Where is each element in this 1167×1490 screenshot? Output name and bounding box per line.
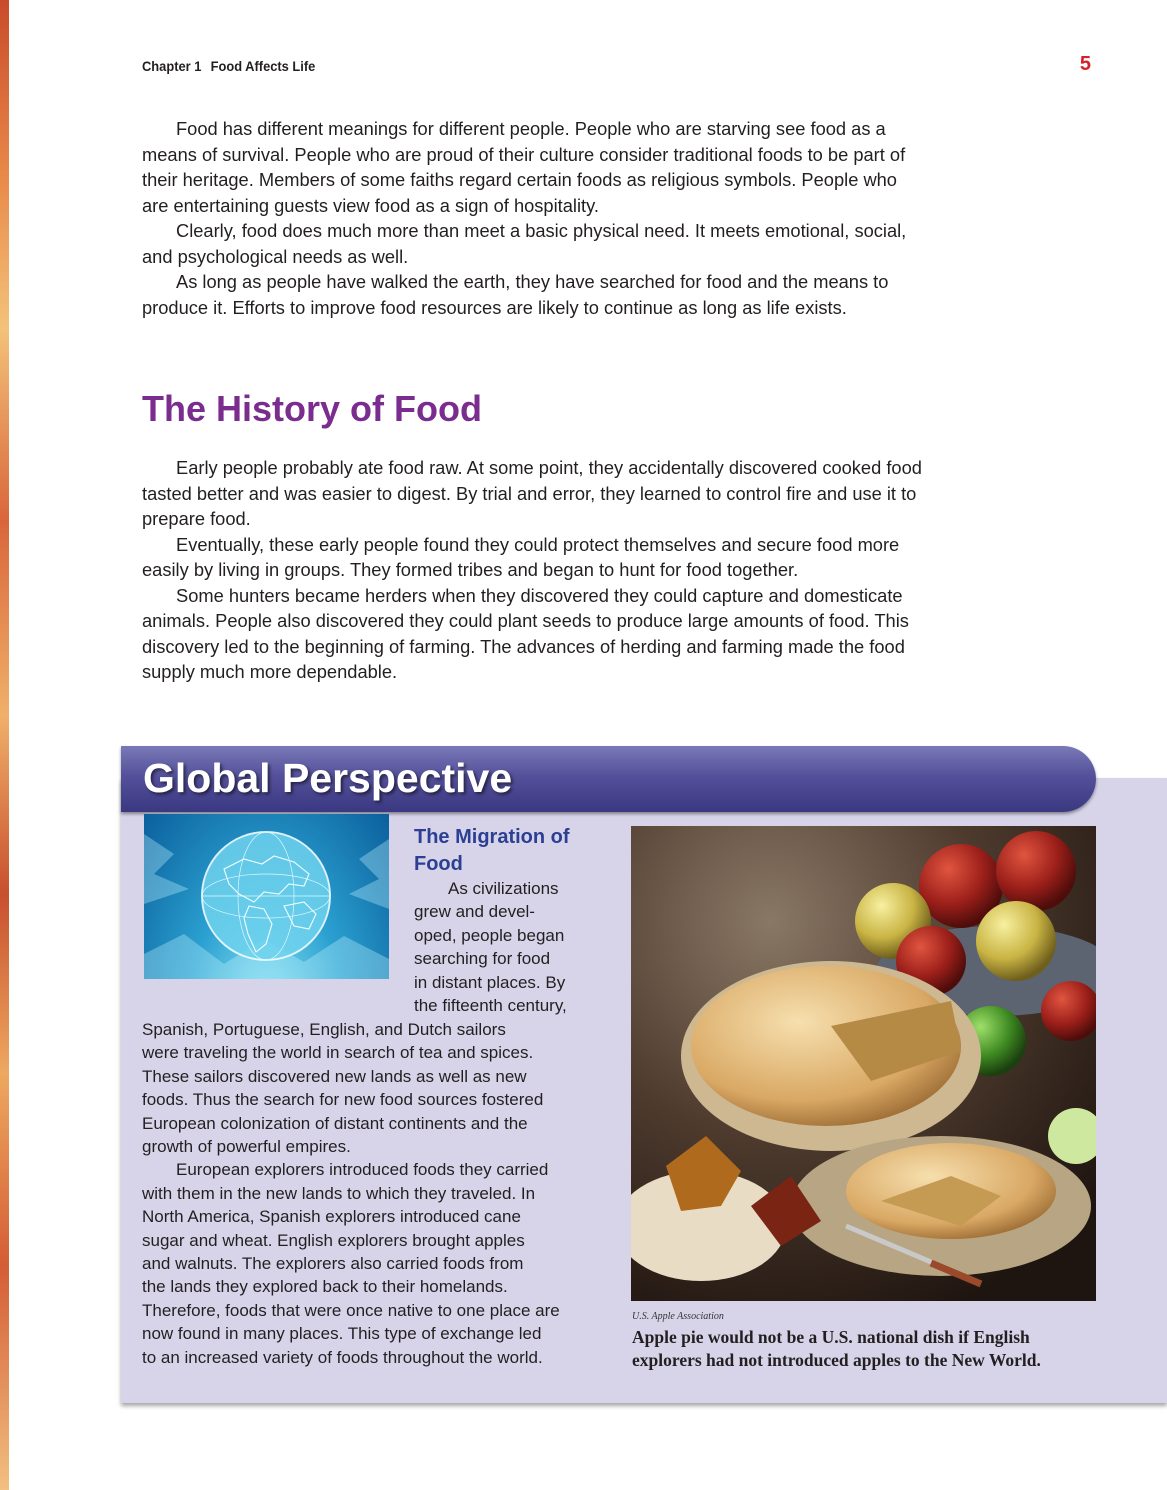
globe-image: [144, 814, 389, 979]
text-line: Spanish, Portuguese, English, and Dutch sailors: [142, 1020, 506, 1039]
text-line: sugar and wheat. English explorers brought apples: [142, 1230, 525, 1250]
photo-caption: Apple pie would not be a U.S. national dish if English explorers had not introduced apples to the New World.: [632, 1327, 1041, 1370]
text-line: North America, Spanish explorers introduced cane: [142, 1207, 521, 1227]
apple-pie-photo: [631, 826, 1096, 1301]
text-line: to an increased variety of foods throughout the world.: [142, 1347, 543, 1367]
text-line: the lands they explored back to their homelands.: [142, 1277, 508, 1297]
intro-paragraph: Food has different meanings for different people. People who are starving see food as a means of survival. People who are proud of their culture consider traditional foods to be part of their heritage. Members of some faiths regard certain foods as religious symbols. People who are entertaining guests view food as a sign of hospitality.: [142, 118, 906, 216]
text-line: were traveling the world in search of tea and spices.: [142, 1043, 534, 1063]
history-text: [142, 455, 922, 685]
text-line: European colonization of distant continents and the: [142, 1113, 528, 1133]
global-perspective-title: Global Perspective: [143, 755, 513, 801]
text-line: growth of powerful empires.: [142, 1137, 351, 1157]
text-line: now found in many places. This type of exchange led: [142, 1324, 542, 1344]
text-line: grew and devel-: [414, 902, 535, 922]
intro-paragraph: As long as people have walked the earth, they have searched for food and the means to produce it. Efforts to improve food resources are likely to continue as long as life exists.: [142, 271, 889, 318]
history-paragraph: Eventually, these early people found they could protect themselves and secure food more easily by living in groups. They formed tribes and began to hunt for food together.: [142, 533, 900, 580]
sidebar-heading: The Migration of Food: [414, 826, 570, 875]
chapter-title: Food Affects Life: [210, 58, 316, 74]
text-line: foods. Thus the search for new food sources fostered: [142, 1090, 544, 1110]
text-line: These sailors discovered new lands as well as new: [142, 1066, 527, 1086]
sidebar-text-wide: [142, 1018, 622, 1369]
text-line: As civilizations: [448, 879, 559, 898]
chapter-number: Chapter 1: [142, 58, 202, 74]
text-line: searching for food: [414, 949, 551, 969]
text-line: and walnuts. The explorers also carried foods from: [142, 1254, 524, 1274]
text-line: the fifteenth century,: [414, 996, 567, 1016]
text-line: in distant places. By: [414, 972, 566, 992]
sidebar-text-narrow: [414, 877, 604, 1017]
history-paragraph: Some hunters became herders when they discovered they could capture and domesticate animals. People also discovered they could plant seeds to produce large amounts of food. This discovery led to the beginning of farming. The advances of herding and farming made the food supply much more dependable.: [142, 584, 909, 682]
page-number: 5: [1079, 53, 1091, 75]
section-heading-history: The History of Food: [142, 388, 482, 429]
text-line: Therefore, foods that were once native to one place are: [142, 1300, 560, 1320]
history-paragraph: Early people probably ate food raw. At some point, they accidentally discovered cooked food tasted better and was easier to digest. By trial and error, they learned to control fire and use it to prepare food.: [142, 457, 922, 529]
intro-text: [142, 116, 922, 320]
text-line: with them in the new lands to which they traveled. In: [142, 1183, 536, 1203]
text-line: oped, people began: [414, 925, 565, 945]
intro-paragraph: Clearly, food does much more than meet a basic physical need. It meets emotional, social, and psychological needs as well.: [142, 220, 907, 267]
text-line: European explorers introduced foods they carried: [176, 1160, 549, 1180]
page-edge-decoration: [0, 0, 9, 1490]
photo-credit: U.S. Apple Association: [632, 1311, 724, 1322]
running-header: [142, 58, 325, 74]
